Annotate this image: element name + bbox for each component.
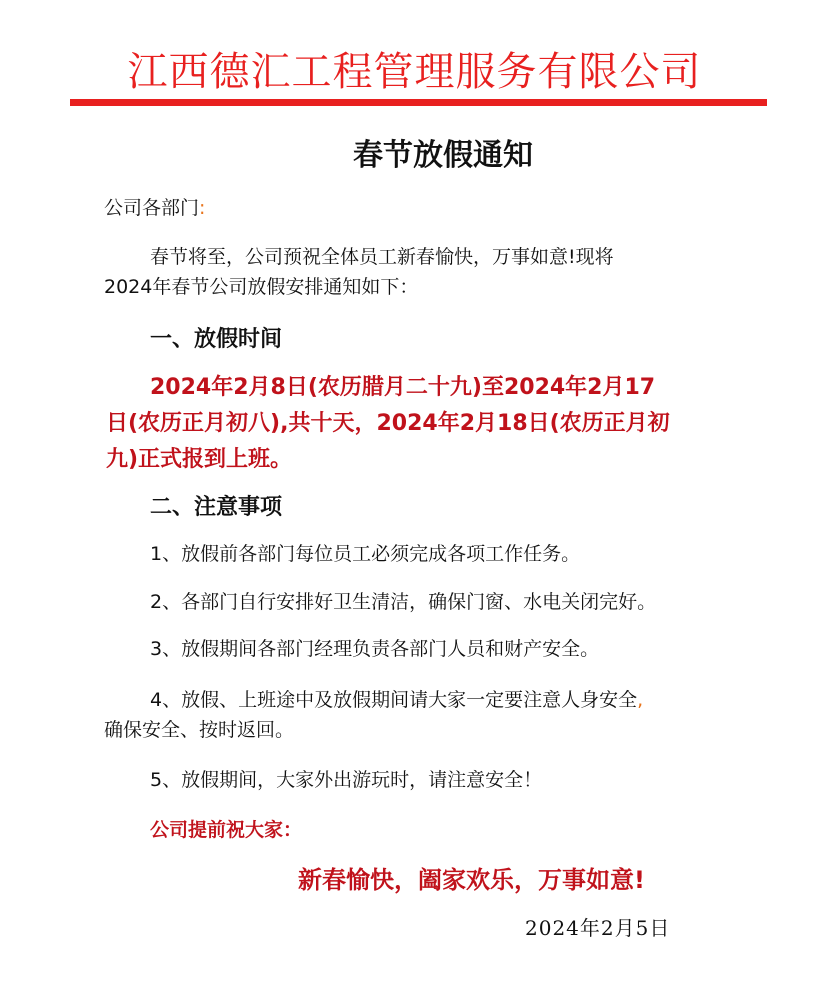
intro-paragraph: [104, 242, 614, 302]
salutation-text: 公司各部门: [104, 197, 200, 219]
header-divider: [70, 99, 767, 106]
intro-line-1: 春节将至，公司预祝全体员工新春愉快，万事如意!现将: [150, 246, 614, 268]
notes-item-2: 2、各部门自行安排好卫生清洁，确保门窗、水电关闭完好。: [150, 591, 657, 613]
notes-item-1: 1、放假前各部门每位员工必须完成各项工作任务。: [150, 543, 581, 565]
intro-line-2: 2024年春节公司放假安排通知如下：: [104, 276, 419, 298]
notes-item-4-line-1: [104, 685, 643, 715]
salutation: [104, 193, 205, 223]
wish-label: 公司提前祝大家：: [150, 819, 303, 841]
organization-name: 江西德汇工程管理服务有限公司: [127, 49, 702, 95]
notes-item-4-comma: ,: [637, 689, 644, 711]
notes-item-3: 3、放假期间各部门经理负责各部门人员和财产安全。: [150, 638, 600, 660]
section-heading-notes: 二、注意事项: [150, 495, 283, 520]
salutation-colon: :: [199, 197, 206, 219]
notes-item-4-line-2: 确保安全、按时返回。: [104, 719, 295, 741]
notes-item-5: 5、放假期间，大家外出游玩时，请注意安全！: [150, 769, 543, 791]
holiday-period-detail: [106, 370, 746, 478]
new-year-wish: 新春愉快，阖家欢乐，万事如意!: [298, 866, 645, 894]
holiday-detail-line-1: 2024年2月8日(农历腊月二十九)至2024年2月17: [150, 375, 656, 400]
section-heading-holiday-time: 一、放假时间: [150, 327, 283, 352]
holiday-detail-line-3: 九)正式报到上班。: [106, 447, 293, 472]
holiday-detail-line-2: 日(农历正月初八),共十天，2024年2月18日(农历正月初: [106, 411, 670, 436]
notes-item-4-text: 4、放假、上班途中及放假期间请大家一定要注意人身安全: [150, 689, 638, 711]
notes-item-4: [104, 685, 643, 745]
notice-date: 2024年2月5日: [525, 916, 671, 940]
notice-title: 春节放假通知: [353, 138, 533, 173]
